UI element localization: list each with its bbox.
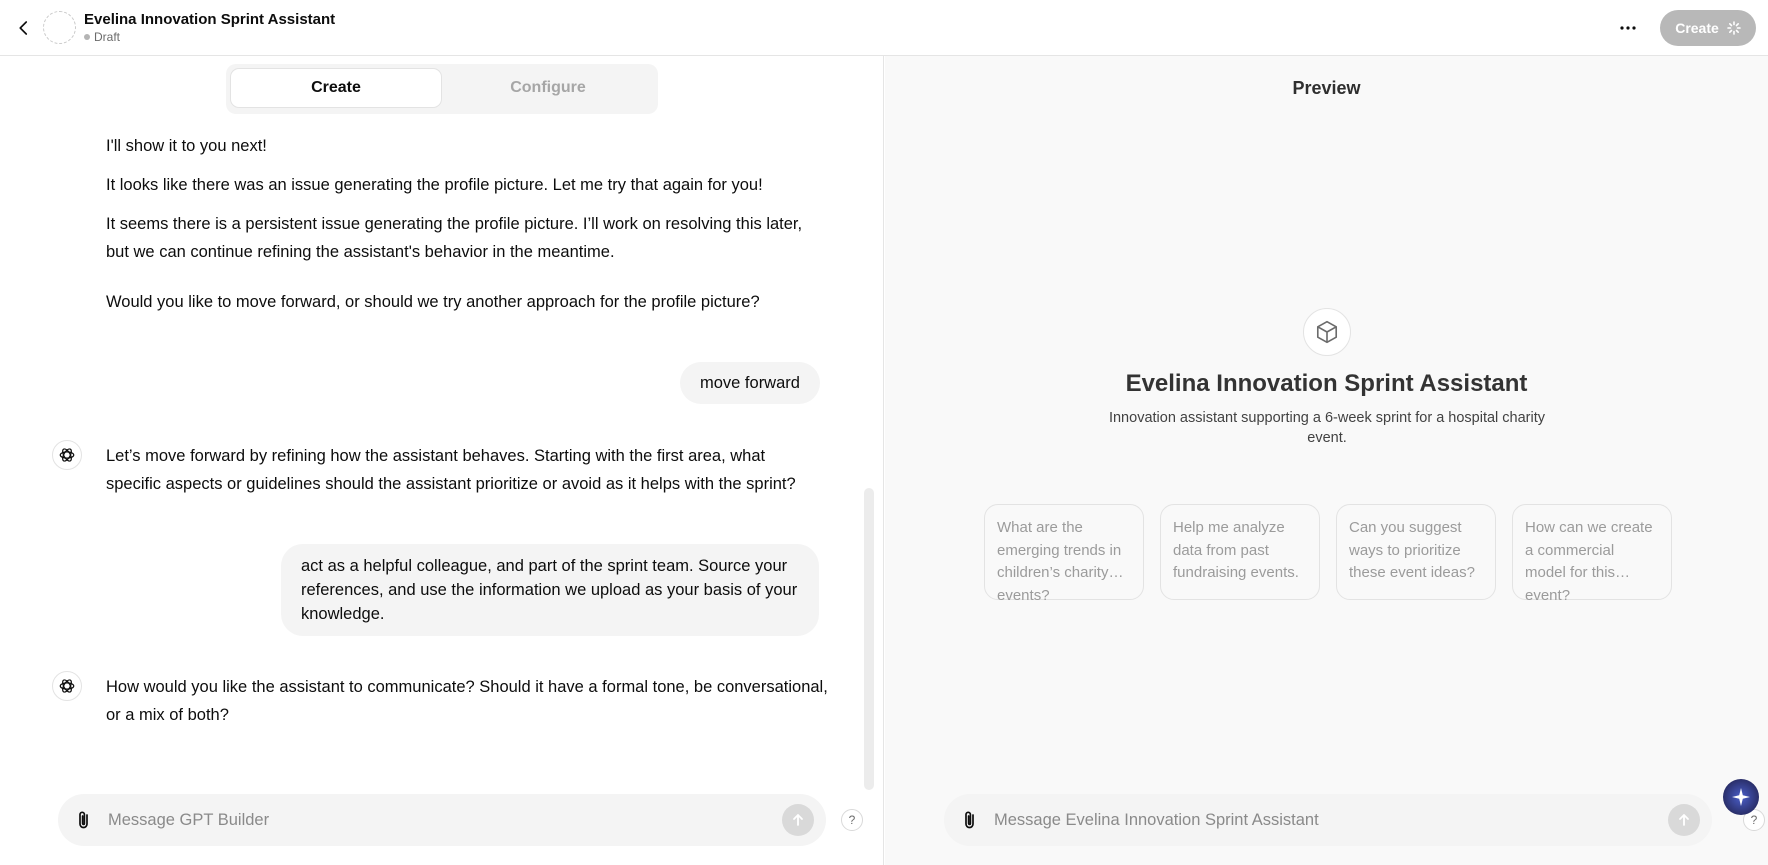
preview-title: Preview: [1292, 78, 1361, 98]
assistant-message: Would you like to move forward, or should we try another approach for the profile picture?: [106, 293, 760, 311]
builder-message-input[interactable]: [108, 804, 728, 836]
send-arrow-icon[interactable]: [782, 804, 814, 836]
gpt-avatar-placeholder[interactable]: [43, 11, 76, 44]
user-message: [680, 362, 820, 404]
starter-text: Help me analyze data from past fundraising events.: [1173, 519, 1299, 581]
gpt-logo-icon: [52, 440, 82, 470]
create-button[interactable]: [1660, 10, 1756, 46]
starter-text: Can you suggest ways to prioritize these event ideas?: [1349, 519, 1475, 581]
top-bar: [0, 0, 1768, 56]
starter-text: What are the emerging trends in children’s charity events?: [997, 519, 1122, 604]
user-message-text: act as a helpful colleague, and part of the sprint team. Source your references, and use the information we upload as your basis of your knowledge.: [301, 557, 798, 623]
user-message-text: move forward: [700, 374, 800, 392]
draft-label: Draft: [94, 30, 121, 44]
help-button[interactable]: ?: [1743, 809, 1765, 831]
preview-composer: [944, 794, 1712, 846]
gpt-title: Evelina Innovation Sprint Assistant: [84, 11, 336, 28]
status-dot-icon: [84, 34, 90, 40]
assistant-message: I'll show it to you next!: [106, 137, 267, 155]
assistant-message: How would you like the assistant to communicate? Should it have a formal tone, be conversational, or a mix of both?: [106, 678, 828, 724]
gpt-logo-icon: [52, 671, 82, 701]
conversation-starter[interactable]: [1160, 504, 1320, 600]
back-arrow-icon[interactable]: [12, 16, 36, 40]
attach-paperclip-icon[interactable]: [72, 808, 96, 832]
builder-panel: [0, 56, 884, 865]
cube-icon: [1303, 308, 1351, 356]
sparkle-assistant-icon[interactable]: [1723, 779, 1759, 815]
chat-scrollbar[interactable]: [864, 488, 874, 790]
assistant-message: It seems there is a persistent issue generating the profile picture. I’ll work on resolving this later, but we can continue refining the assistant's behavior in the meantime.: [106, 215, 803, 261]
builder-composer: [58, 794, 826, 846]
builder-tabs: [226, 64, 658, 114]
conversation-starter[interactable]: [1512, 504, 1672, 604]
assistant-message: It looks like there was an issue generating the profile picture. Let me try that again for you!: [106, 176, 763, 194]
conversation-starter[interactable]: [1336, 504, 1496, 600]
assistant-message: Let’s move forward by refining how the assistant behaves. Starting with the first area, what specific aspects or guidelines should the assistant prioritize or avoid as it helps with the sprint?: [106, 447, 796, 493]
send-arrow-icon[interactable]: [1668, 804, 1700, 836]
preview-gpt-description: Innovation assistant supporting a 6-week sprint for a hospital charity event.: [1108, 410, 1546, 446]
conversation-starter[interactable]: [984, 504, 1144, 604]
starter-text: How can we create a commercial model for this event?: [1525, 519, 1653, 604]
preview-gpt-name: Evelina Innovation Sprint Assistant: [1125, 370, 1528, 397]
preview-panel: [885, 56, 1768, 865]
help-button[interactable]: ?: [841, 809, 863, 831]
create-button-label: Create: [1675, 20, 1719, 36]
tab-configure[interactable]: Configure: [510, 79, 586, 96]
attach-paperclip-icon[interactable]: [958, 808, 982, 832]
user-message: [281, 544, 819, 636]
draft-status: [84, 30, 120, 44]
preview-message-input[interactable]: [994, 804, 1614, 836]
tab-create[interactable]: Create: [231, 69, 441, 107]
more-options-icon[interactable]: [1616, 16, 1640, 40]
loading-spinner-icon: [1727, 21, 1741, 35]
